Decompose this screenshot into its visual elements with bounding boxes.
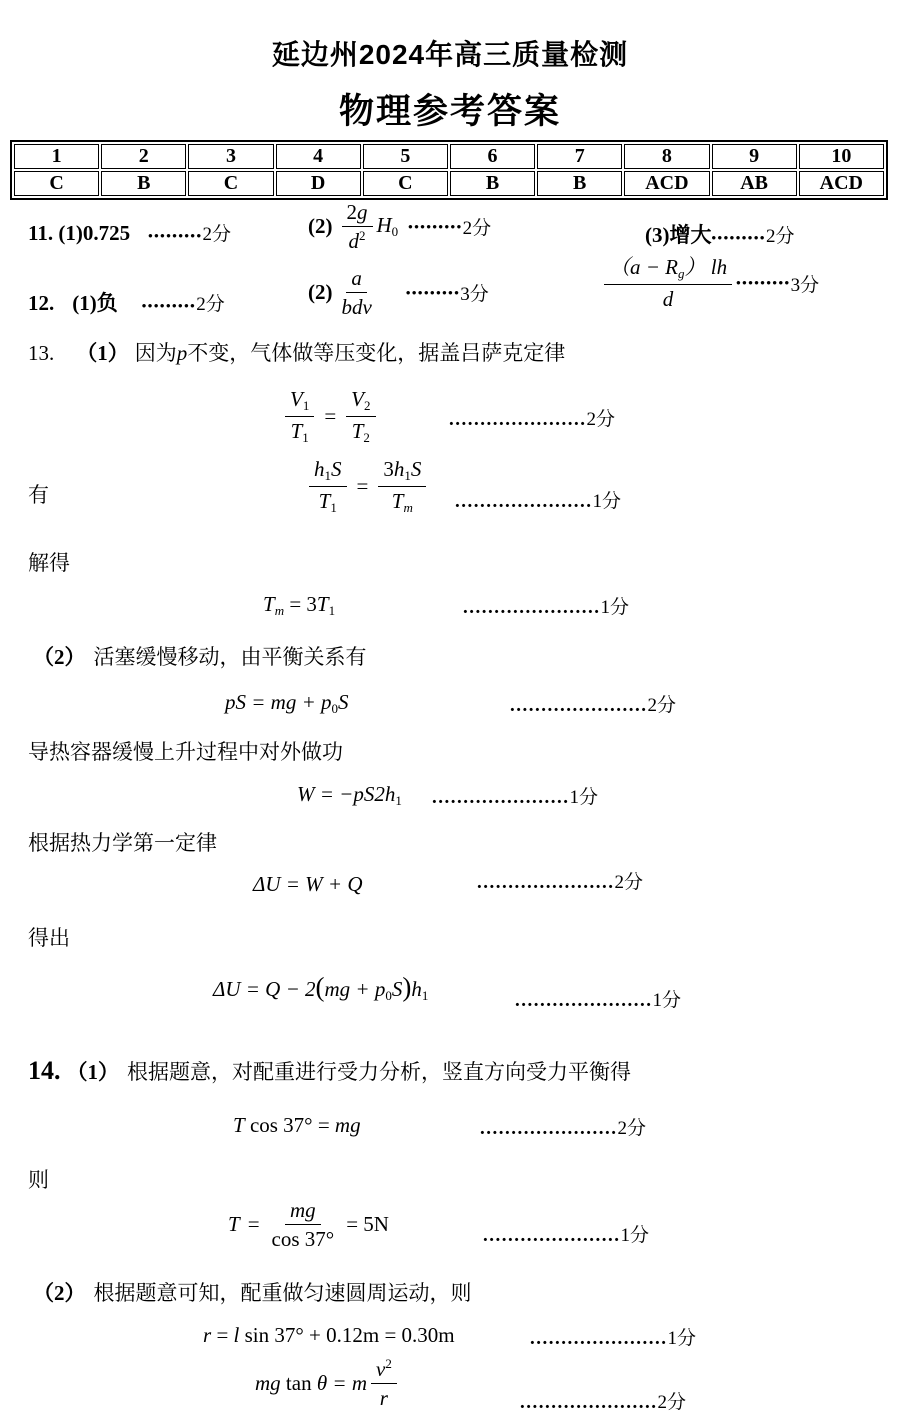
answer-value: ACD [799, 171, 884, 196]
q13-header [28, 337, 565, 367]
sub-2: 2 [363, 429, 370, 445]
dots-leader: ...................... [455, 491, 593, 512]
q13-eq2-leader [455, 486, 621, 513]
dots-leader: ...................... [483, 1225, 621, 1246]
dots-leader: ...................... [432, 787, 570, 808]
formula-result: = 5N [346, 1212, 389, 1237]
formula-text: pS = mg + p [225, 690, 332, 714]
q13-eq3-leader [463, 592, 629, 619]
frac-den-exp: 2 [359, 228, 366, 244]
q13-eq-gaylussac [281, 387, 380, 446]
var-S: S [331, 457, 342, 481]
sub-m: m [274, 603, 285, 618]
sub-m: m [403, 499, 413, 515]
q12-answer1: (1)负 [72, 291, 118, 315]
score-label: 2分 [765, 226, 795, 247]
sub-1: 1 [324, 468, 331, 483]
var-T: T [318, 488, 331, 513]
var-S: S [338, 690, 349, 714]
sub-1: 1 [328, 603, 336, 618]
paren-open: ( [315, 972, 325, 1002]
var-S: S [410, 457, 422, 481]
sub-1: 1 [395, 793, 402, 808]
sub-1: 1 [404, 468, 411, 483]
doc-title: 延边州2024年高三质量检测 [271, 39, 629, 70]
formula-text: ΔU = Q − 2 [213, 977, 316, 1001]
equals-sign: = [356, 473, 369, 498]
answer-value: C [14, 171, 99, 196]
dots-leader: ...................... [477, 872, 615, 893]
fraction-h1S-T1 [309, 457, 347, 516]
var-h: h [411, 977, 422, 1001]
score-label: 1分 [569, 787, 599, 808]
answer-table-number-row [14, 144, 884, 169]
answer-table [10, 140, 888, 200]
var-r: r [203, 1323, 212, 1347]
equals-sign: = [211, 1323, 234, 1347]
dots-leader: ...................... [510, 695, 648, 716]
answer-value: B [450, 171, 535, 196]
fraction-V1-T1 [285, 387, 314, 446]
var-T: T [391, 488, 404, 513]
q13-eq6-leader [477, 867, 643, 894]
sub-0: 0 [391, 224, 399, 240]
answer-value: AB [712, 171, 797, 196]
formula-text: W = −pS2h [297, 782, 396, 806]
formula-group [255, 1371, 367, 1396]
sub-0: 0 [331, 701, 339, 716]
question-number: 3 [188, 144, 273, 169]
var-V: V [290, 387, 303, 411]
sub-1: 1 [302, 429, 309, 445]
score-label: 2分 [196, 294, 225, 315]
dots-leader: ••••••••• [148, 228, 203, 243]
frac-num: a [346, 266, 367, 293]
var-l: l [233, 1323, 240, 1347]
q13-you-label: 有 [28, 483, 49, 507]
score-label: 3分 [790, 274, 820, 296]
sub-0: 0 [385, 988, 392, 1003]
q11-part3 [645, 219, 794, 249]
answer-value: D [276, 171, 361, 196]
dots-leader: ••••••••• [408, 218, 463, 234]
frac-den: d [662, 286, 674, 311]
answer-value: C [363, 171, 448, 196]
var-h: h [393, 457, 405, 481]
question-number: 4 [276, 144, 361, 169]
question-number: 7 [537, 144, 622, 169]
sub-1: 1 [330, 499, 337, 515]
var-T: T [228, 1212, 240, 1237]
formula-text: sin 37° + 0.12m = 0.30m [239, 1323, 455, 1347]
q14-part2-text: 根据题意可知，配重做匀速圆周运动，则 [93, 1281, 472, 1305]
q13-eq-firstlaw [253, 872, 363, 897]
fraction-2g-d2 [342, 200, 373, 253]
paren-close: ) [402, 972, 412, 1002]
q12-part2 [308, 266, 489, 319]
question-number: 1 [14, 144, 99, 169]
fraction-v2-r [371, 1357, 397, 1410]
q13-solve-label: 解得 [28, 551, 70, 575]
answer-value: ACD [624, 171, 709, 196]
frac-num: g [357, 200, 368, 224]
score-label: 1分 [600, 597, 630, 618]
formula-text: cos 37° = [244, 1113, 335, 1137]
dots-leader: ...................... [480, 1118, 618, 1139]
var-h: h [314, 457, 325, 481]
dots-leader: ••••••••• [141, 298, 197, 313]
q14-part2-header [33, 1277, 472, 1307]
formula-text: mg + p [324, 977, 386, 1001]
q14-then-label: 则 [28, 1168, 49, 1192]
fraction-a-bdv [342, 266, 372, 319]
q11-formula-tail [377, 213, 399, 240]
q14-eq3-leader [530, 1323, 696, 1350]
q13-eq7-leader [515, 985, 681, 1012]
q13-eq-final [213, 972, 428, 1004]
answer-value: B [101, 171, 186, 196]
q14-eq-circular [255, 1357, 401, 1410]
score-label: 2分 [617, 1118, 647, 1139]
dots-leader: ...................... [520, 1392, 658, 1413]
q14-header [28, 1056, 631, 1086]
q13-eq1-leader [449, 404, 615, 431]
score-label: 2分 [462, 218, 492, 240]
sub-g: g [678, 266, 685, 281]
equals-sign: = [247, 1212, 260, 1237]
dots-leader: ...................... [449, 409, 587, 430]
q14-eq2-leader [483, 1220, 649, 1247]
q11-answer1: 11. (1)0.725 [28, 221, 131, 245]
dots-leader: ••••••••• [711, 230, 766, 245]
var-mg: mg [255, 1371, 281, 1396]
q12-part2-label: (2) [308, 280, 333, 305]
score-label: 1分 [592, 491, 622, 512]
q11-part1 [28, 219, 231, 246]
score-label: 3分 [460, 284, 489, 306]
fraction-aRg-lh-d [604, 255, 732, 311]
dots-leader: ...................... [463, 597, 601, 618]
q14-number: 14. [28, 1056, 61, 1085]
q13-eq4-leader [510, 690, 676, 717]
q13-eq-work [297, 782, 402, 809]
q14-eq4-leader [520, 1387, 686, 1414]
var-T: T [351, 418, 364, 443]
sub-1: 1 [421, 988, 429, 1003]
var-mg: mg [334, 1113, 361, 1137]
q13-result-label: 得出 [28, 926, 70, 950]
q12-part3 [600, 255, 819, 311]
frac-den: cos 37° [271, 1227, 335, 1252]
q14-part2-label: （2） [33, 1281, 86, 1305]
score-label: 1分 [667, 1328, 697, 1349]
frac-den: bdv [341, 295, 372, 320]
q13-part1-text: 因为 [134, 341, 177, 365]
question-number: 9 [712, 144, 797, 169]
dots-leader: ••••••••• [736, 275, 791, 291]
var-T: T [233, 1113, 245, 1137]
var-T: T [263, 592, 275, 616]
q14-eq-vertical [233, 1113, 361, 1138]
q14-eq-tension [228, 1198, 389, 1251]
q13-part1-text: 不变，气体做等压变化，据盖吕萨克定律 [187, 341, 566, 365]
score-label: 2分 [586, 409, 616, 430]
sub-2: 2 [364, 398, 371, 413]
equals-sign: = 3 [284, 592, 317, 616]
var-T: T [290, 418, 303, 443]
q13-part1-label: （1） [76, 341, 129, 365]
q12-number: 12. [28, 291, 55, 315]
formula-text: θ = m [316, 1371, 367, 1396]
var-S: S [391, 977, 403, 1001]
frac-num: （a − R [609, 255, 678, 279]
frac-den: d [348, 229, 359, 254]
answer-table-answer-row [14, 171, 884, 196]
q13-part2-header [33, 641, 367, 671]
fraction-V2-T2 [346, 387, 375, 446]
q13-eq5-leader [432, 782, 598, 809]
score-label: 2分 [657, 1392, 687, 1413]
q14-eq-radius [203, 1323, 455, 1348]
q13-rise-text: 导热容器缓慢上升过程中对外做功 [28, 740, 343, 764]
var-v: v [375, 1357, 386, 1381]
sub-1: 1 [302, 398, 310, 413]
formula-text: ΔU = W + Q [253, 872, 363, 896]
var-H: H [376, 213, 392, 238]
q13-law-text: 根据热力学第一定律 [28, 831, 217, 855]
var-T: T [316, 592, 329, 616]
frac-num: mg [285, 1198, 321, 1225]
equals-sign: = [324, 403, 337, 428]
question-number: 8 [624, 144, 709, 169]
frac-num: 2 [346, 200, 357, 224]
q14-part1-label: （1） [66, 1060, 119, 1084]
q11-part2-label: (2) [308, 214, 333, 239]
question-number: 2 [101, 144, 186, 169]
q14-part1-text: 根据题意，对配重进行受力分析，竖直方向受力平衡得 [127, 1060, 631, 1084]
question-number: 6 [450, 144, 535, 169]
var-p: p [176, 341, 188, 365]
answer-value: C [188, 171, 273, 196]
q12-part1 [28, 287, 225, 317]
question-number: 5 [363, 144, 448, 169]
dots-leader: ••••••••• [405, 284, 461, 300]
answer-value: B [537, 171, 622, 196]
score-label: 2分 [202, 224, 232, 245]
dots-leader: ...................... [530, 1328, 668, 1349]
q13-part2-label: （2） [33, 645, 86, 669]
fn-tan: tan [280, 1371, 317, 1396]
q13-eq-balance [225, 690, 349, 717]
fraction-3h1S-Tm [378, 457, 426, 516]
coefficient-3: 3 [383, 457, 394, 481]
q13-eq-Tm [263, 592, 335, 619]
sup-2: 2 [385, 1356, 392, 1371]
question-number: 10 [799, 144, 884, 169]
score-label: 2分 [614, 872, 644, 893]
q14-eq1-leader [480, 1113, 646, 1140]
frac-num: ） lh [684, 255, 728, 279]
var-V: V [351, 387, 364, 411]
q13-part2-text: 活塞缓慢移动，由平衡关系有 [93, 645, 367, 669]
frac-den: r [379, 1386, 388, 1411]
fraction-mg-cos37 [272, 1198, 335, 1251]
q11-answer3: (3)增大 [645, 223, 712, 247]
doc-subtitle: 物理参考答案 [338, 92, 561, 131]
score-label: 1分 [620, 1225, 650, 1246]
q11-part2 [308, 200, 491, 253]
q13-eq-heights [305, 457, 430, 516]
q13-number: 13. [28, 341, 55, 365]
dots-leader: ...................... [515, 990, 653, 1011]
score-label: 2分 [647, 695, 677, 716]
score-label: 1分 [652, 990, 682, 1011]
